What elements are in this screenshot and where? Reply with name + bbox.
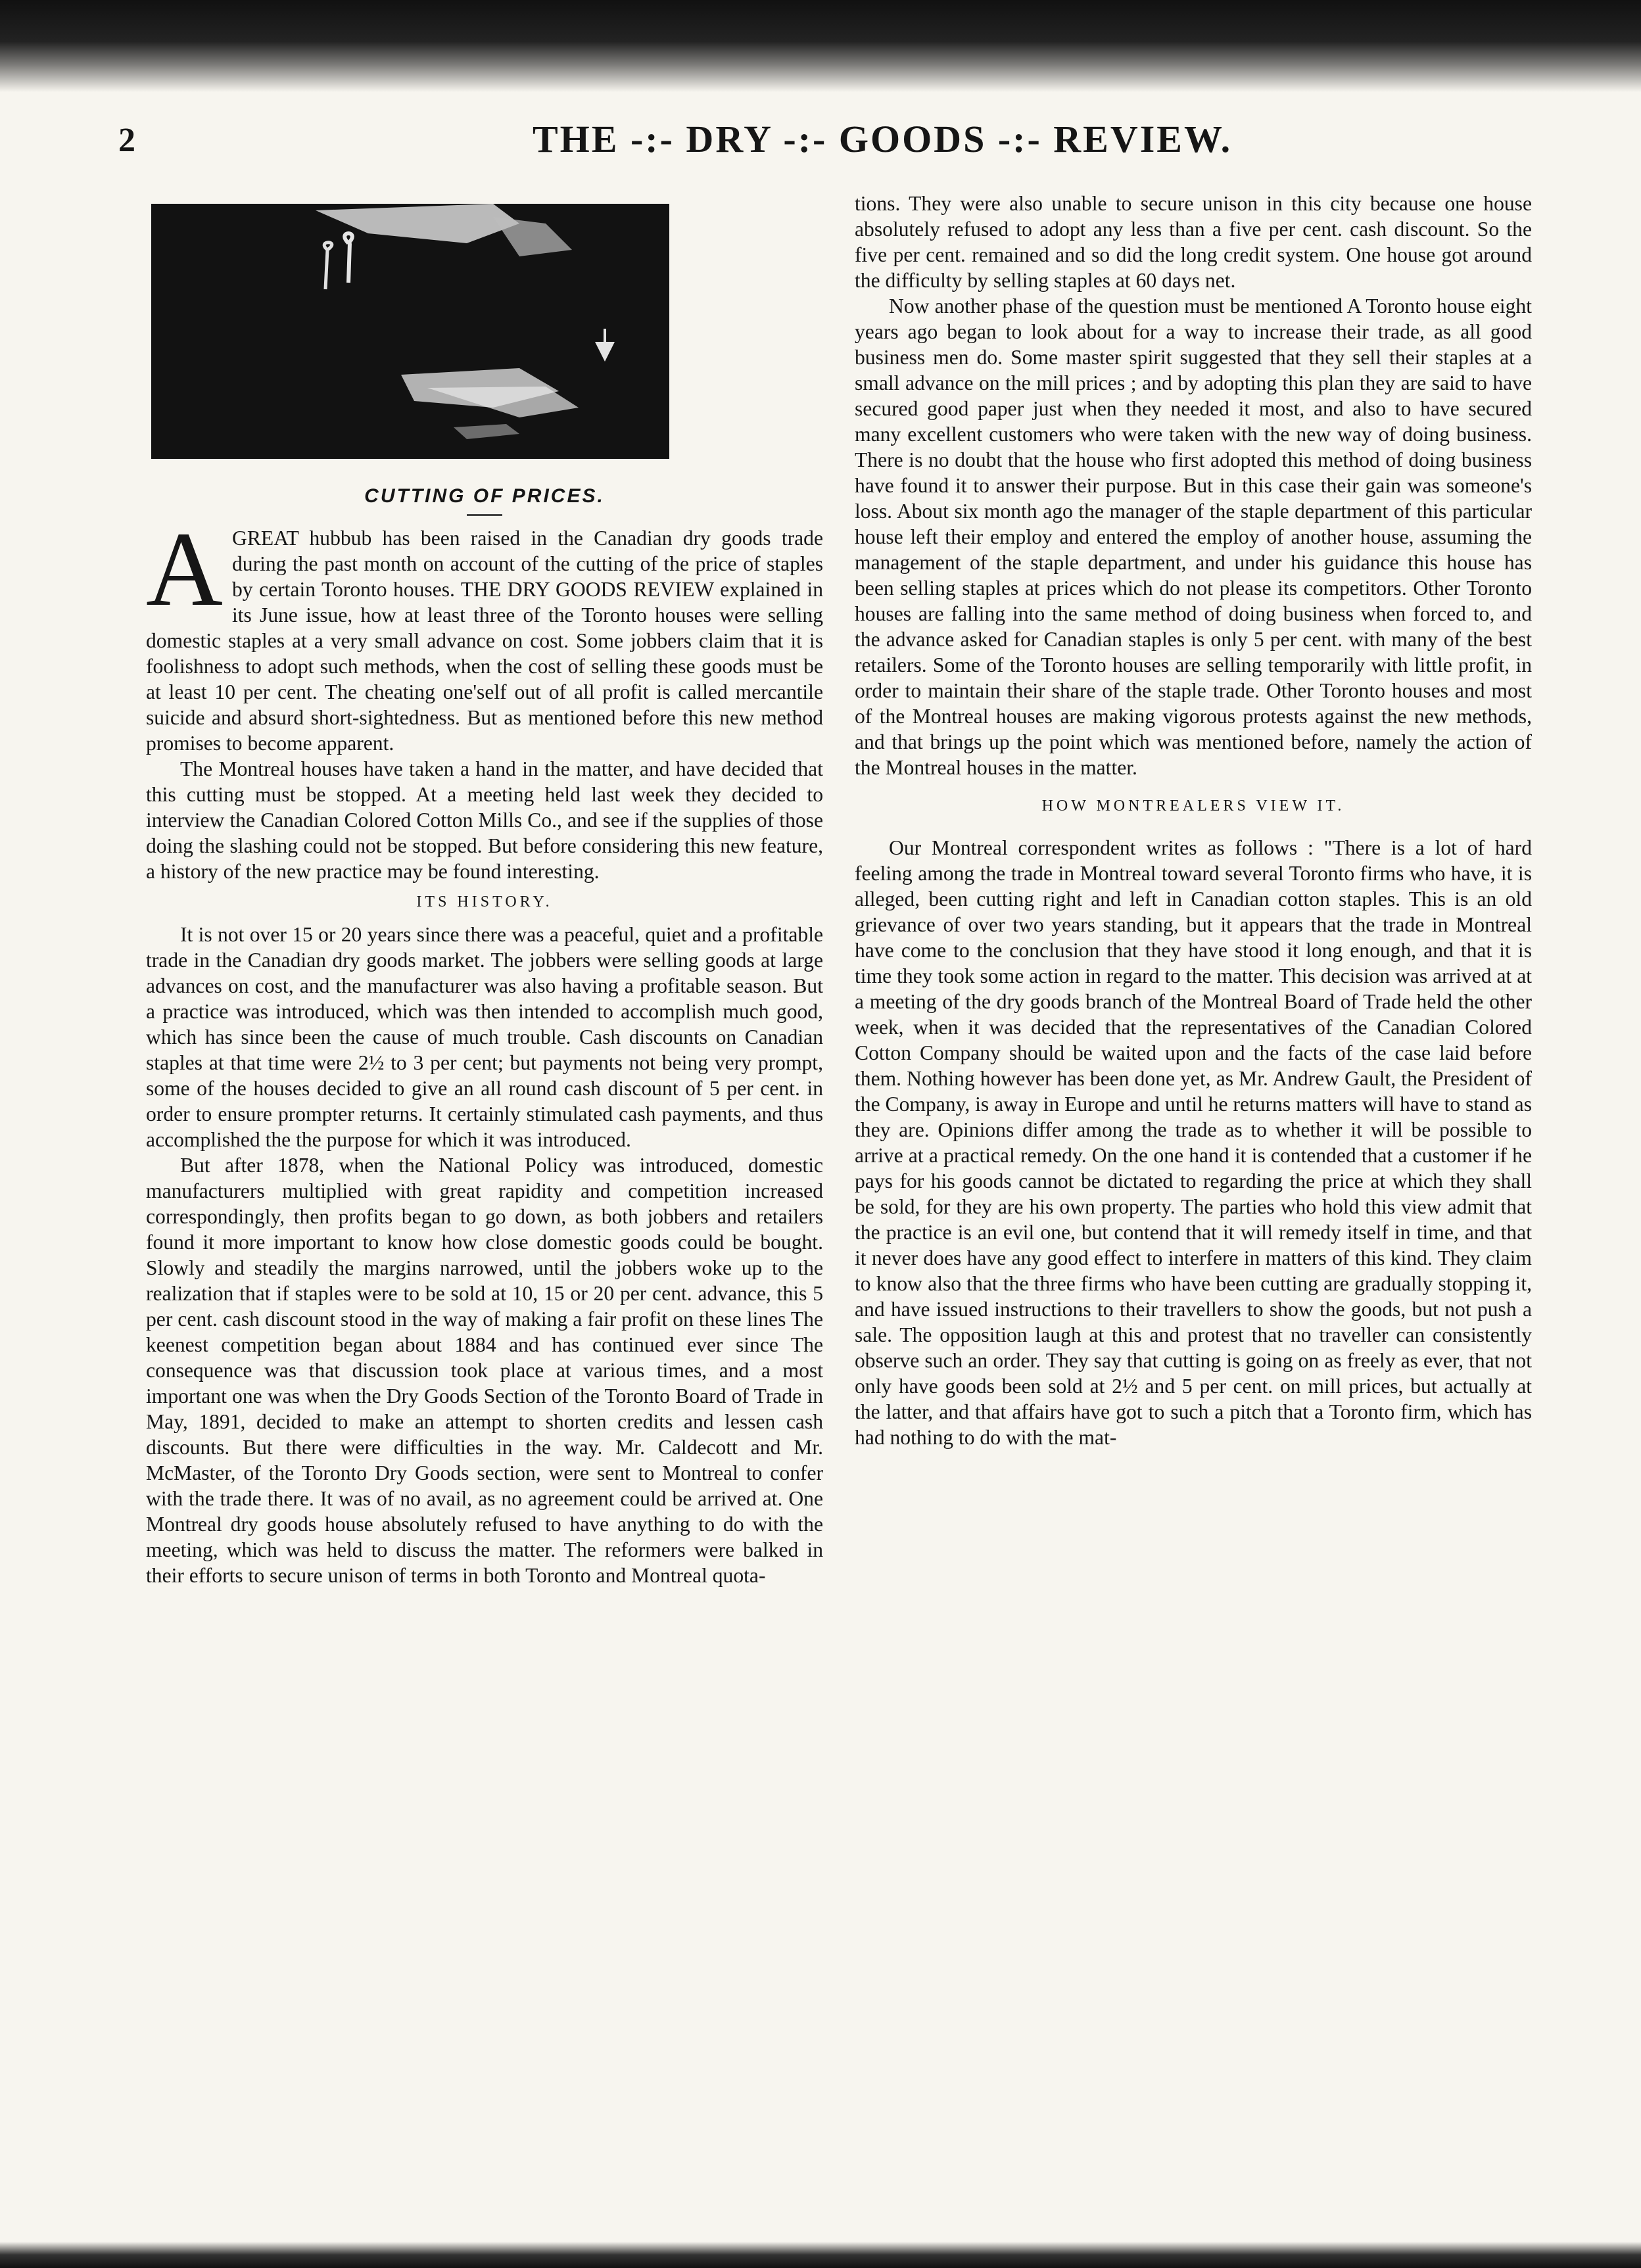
lead-paragraph-text: GREAT hubbub has been raised in the Canadian dry goods trade during the past month on account of the cutting of the price of staples by certain Toronto houses. THE DRY GOODS REVIEW explained in its June issue, how at least three of the Toronto houses were selling domestic staples at a very small advance on cost. Some jobbers claim that it is foolishness to adopt such methods, when the cost of selling these goods must be at least 10 per cent. The cheating one'self out of all profit is called mercantile suicide and absurd short-sightedness. But as mentioned before this new method promises to become apparent. [146, 527, 823, 755]
lead-paragraph [146, 511, 823, 756]
illustration-engraving [151, 204, 669, 459]
title-divider [467, 514, 502, 516]
body-paragraph: It is not over 15 or 20 years since there was a peaceful, quiet and a profitable trade in the Canadian dry goods market. The jobbers were selling goods at large advances on cost, and the manufacturer was also having a profitable season. But a practice was introduced, which was then intended to accomplish much good, which has since been the cause of much trouble. Cash discounts on Canadian staples at that time were 2½ to 3 per cent; but payments not being very prompt, some of the houses decided to give an all round cash discount of 5 per cent. in order to ensure prompter returns. It certainly stimulated cash payments, and thus accomplished the the purpose for which it was introduced. [146, 923, 823, 1151]
page-number: 2 [118, 122, 135, 159]
right-column [855, 191, 1532, 2215]
left-column [146, 191, 823, 2215]
body-paragraph: The Montreal houses have taken a hand in the matter, and have decided that this cutting must be stopped. At a meeting held last week they decided to interview the Canadian Colored Cotton Mills Co., and see if the supplies of those doing the slashing could not be stopped. But before considering this new feature, a history of the new practice may be found interesting. [146, 757, 823, 883]
section-heading-montreal: HOW MONTREALERS VIEW IT. [1041, 797, 1345, 815]
section-heading-history: ITS HISTORY. [416, 893, 553, 910]
scan-top-edge [0, 0, 1641, 92]
scan-bottom-edge [0, 2242, 1641, 2268]
header-illustration [151, 204, 669, 459]
page-header [118, 117, 1552, 170]
body-paragraph: Our Montreal correspondent writes as follows : "There is a lot of hard feeling among the trade in Montreal toward several Toronto firms who have, it is alleged, been cutting right and left in Canadian cotton staples. This is an old grievance of over two years standing, but it appears that the trade in Montreal have come to the conclusion that they have stood it long enough, and that it is time they took some action in regard to the matter. This decision was arrived at at a meeting of the dry goods branch of the Montreal Board of Trade held the other week, when it was decided that the representatives of the Canadian Colored Cotton Company should be waited upon and the facts of the case laid before them. Nothing however has been done yet, as Mr. Andrew Gault, the President of the Company, is away in Europe and until he returns matters will have to stand as they are. Opinions differ among the trade as to whether it will be possible to arrive at a practical remedy. On the one hand it is contended that a customer if he pays for his goods cannot be dictated to regarding the price at which they shall be sold, for they are his own property. The parties who hold this view admit that the practice is an evil one, but contend that it will remedy itself in time, and that it never does have any good effect to interfere in matters of this kind. They claim to know also that the three firms who have been cutting are gradually stopping it, and have issued instructions to their travellers to show the goods, but not push a sale. The opposition laugh at this and protest that no traveller can consistently observe such an order. They say that cutting is going on as freely as ever, that not only have goods been sold at 2½ and 5 per cent. on mill prices, but actually at the latter, and that affairs have got to such a pitch that a Toronto firm, which has had nothing to do with the mat- [855, 836, 1532, 1449]
body-paragraph: But after 1878, when the National Policy was introduced, domestic manufacturers multiplied with great rapidity and competition increased correspondingly, then profits began to go down, as both jobbers and retailers found it more important to know how close domestic goods could be bought. Slowly and steadily the margins narrowed, until the jobbers woke up to the realization that if staples were to be sold at 10, 15 or 20 per cent. advance, this 5 per cent. cash discount stood in the way of making a fair profit on these lines The keenest competition began about 1884 and has continued ever since The consequence was that discussion took place at various times, and a most important one was when the Dry Goods Section of the Toronto Board of Trade in May, 1891, decided to make an attempt to shorten credits and lessen cash discounts. But there were difficulties in the way. Mr. Caldecott and Mr. McMaster, of the Toronto Dry Goods section, were sent to Montreal to confer with the trade there. It was of no avail, as no agreement could be arrived at. One Montreal dry goods house absolutely refused to have anything to do with the meeting, which was held to discuss the matter. The reformers were balked in their efforts to secure unison of terms in both Toronto and Montreal quota- [146, 1154, 823, 1587]
body-paragraph: Now another phase of the question must be mentioned A Toronto house eight years ago began to look about for a way to increase their trade, as all good business men do. Some master spirit suggested that they sell their staples at a small advance on the mill prices ; and by adopting this plan they are said to have secured good paper just when they needed it most, and also to have secured many excellent customers who were taken with the new way of doing business. There is no doubt that the house who first adopted this method of doing business have found it to answer their purpose. But in this case their gain was someone's loss. About six month ago the manager of the staple department of this particular house left their employ and entered the employ of another house, assuming the management of the staple department, and under his guidance this house has been selling staples at prices which do not please its competitors. Other Toronto houses are falling into the same method of doing business when forced to, and the advance asked for Canadian staples is only 5 per cent. with many of the best retailers. Some of the Toronto houses are selling temporarily with little profit, in order to maintain their share of the staple trade. Other Toronto houses and most of the Montreal houses are making vigorous protests against the new methods, and that brings up the point which was mentioned before, namely the action of the Montreal houses in the matter. [855, 295, 1532, 779]
article-title: CUTTING OF PRICES. [364, 485, 605, 507]
drop-cap: A [146, 511, 223, 628]
running-title: THE -:- DRY -:- GOODS -:- REVIEW. [533, 118, 1233, 160]
continued-paragraph: tions. They were also unable to secure unison in this city because one house absolutely refused to adopt any less than a five per cent. cash discount. So the five per cent. remained and so did the long credit system. One house got around the difficulty by selling staples at 60 days net. [855, 192, 1532, 292]
